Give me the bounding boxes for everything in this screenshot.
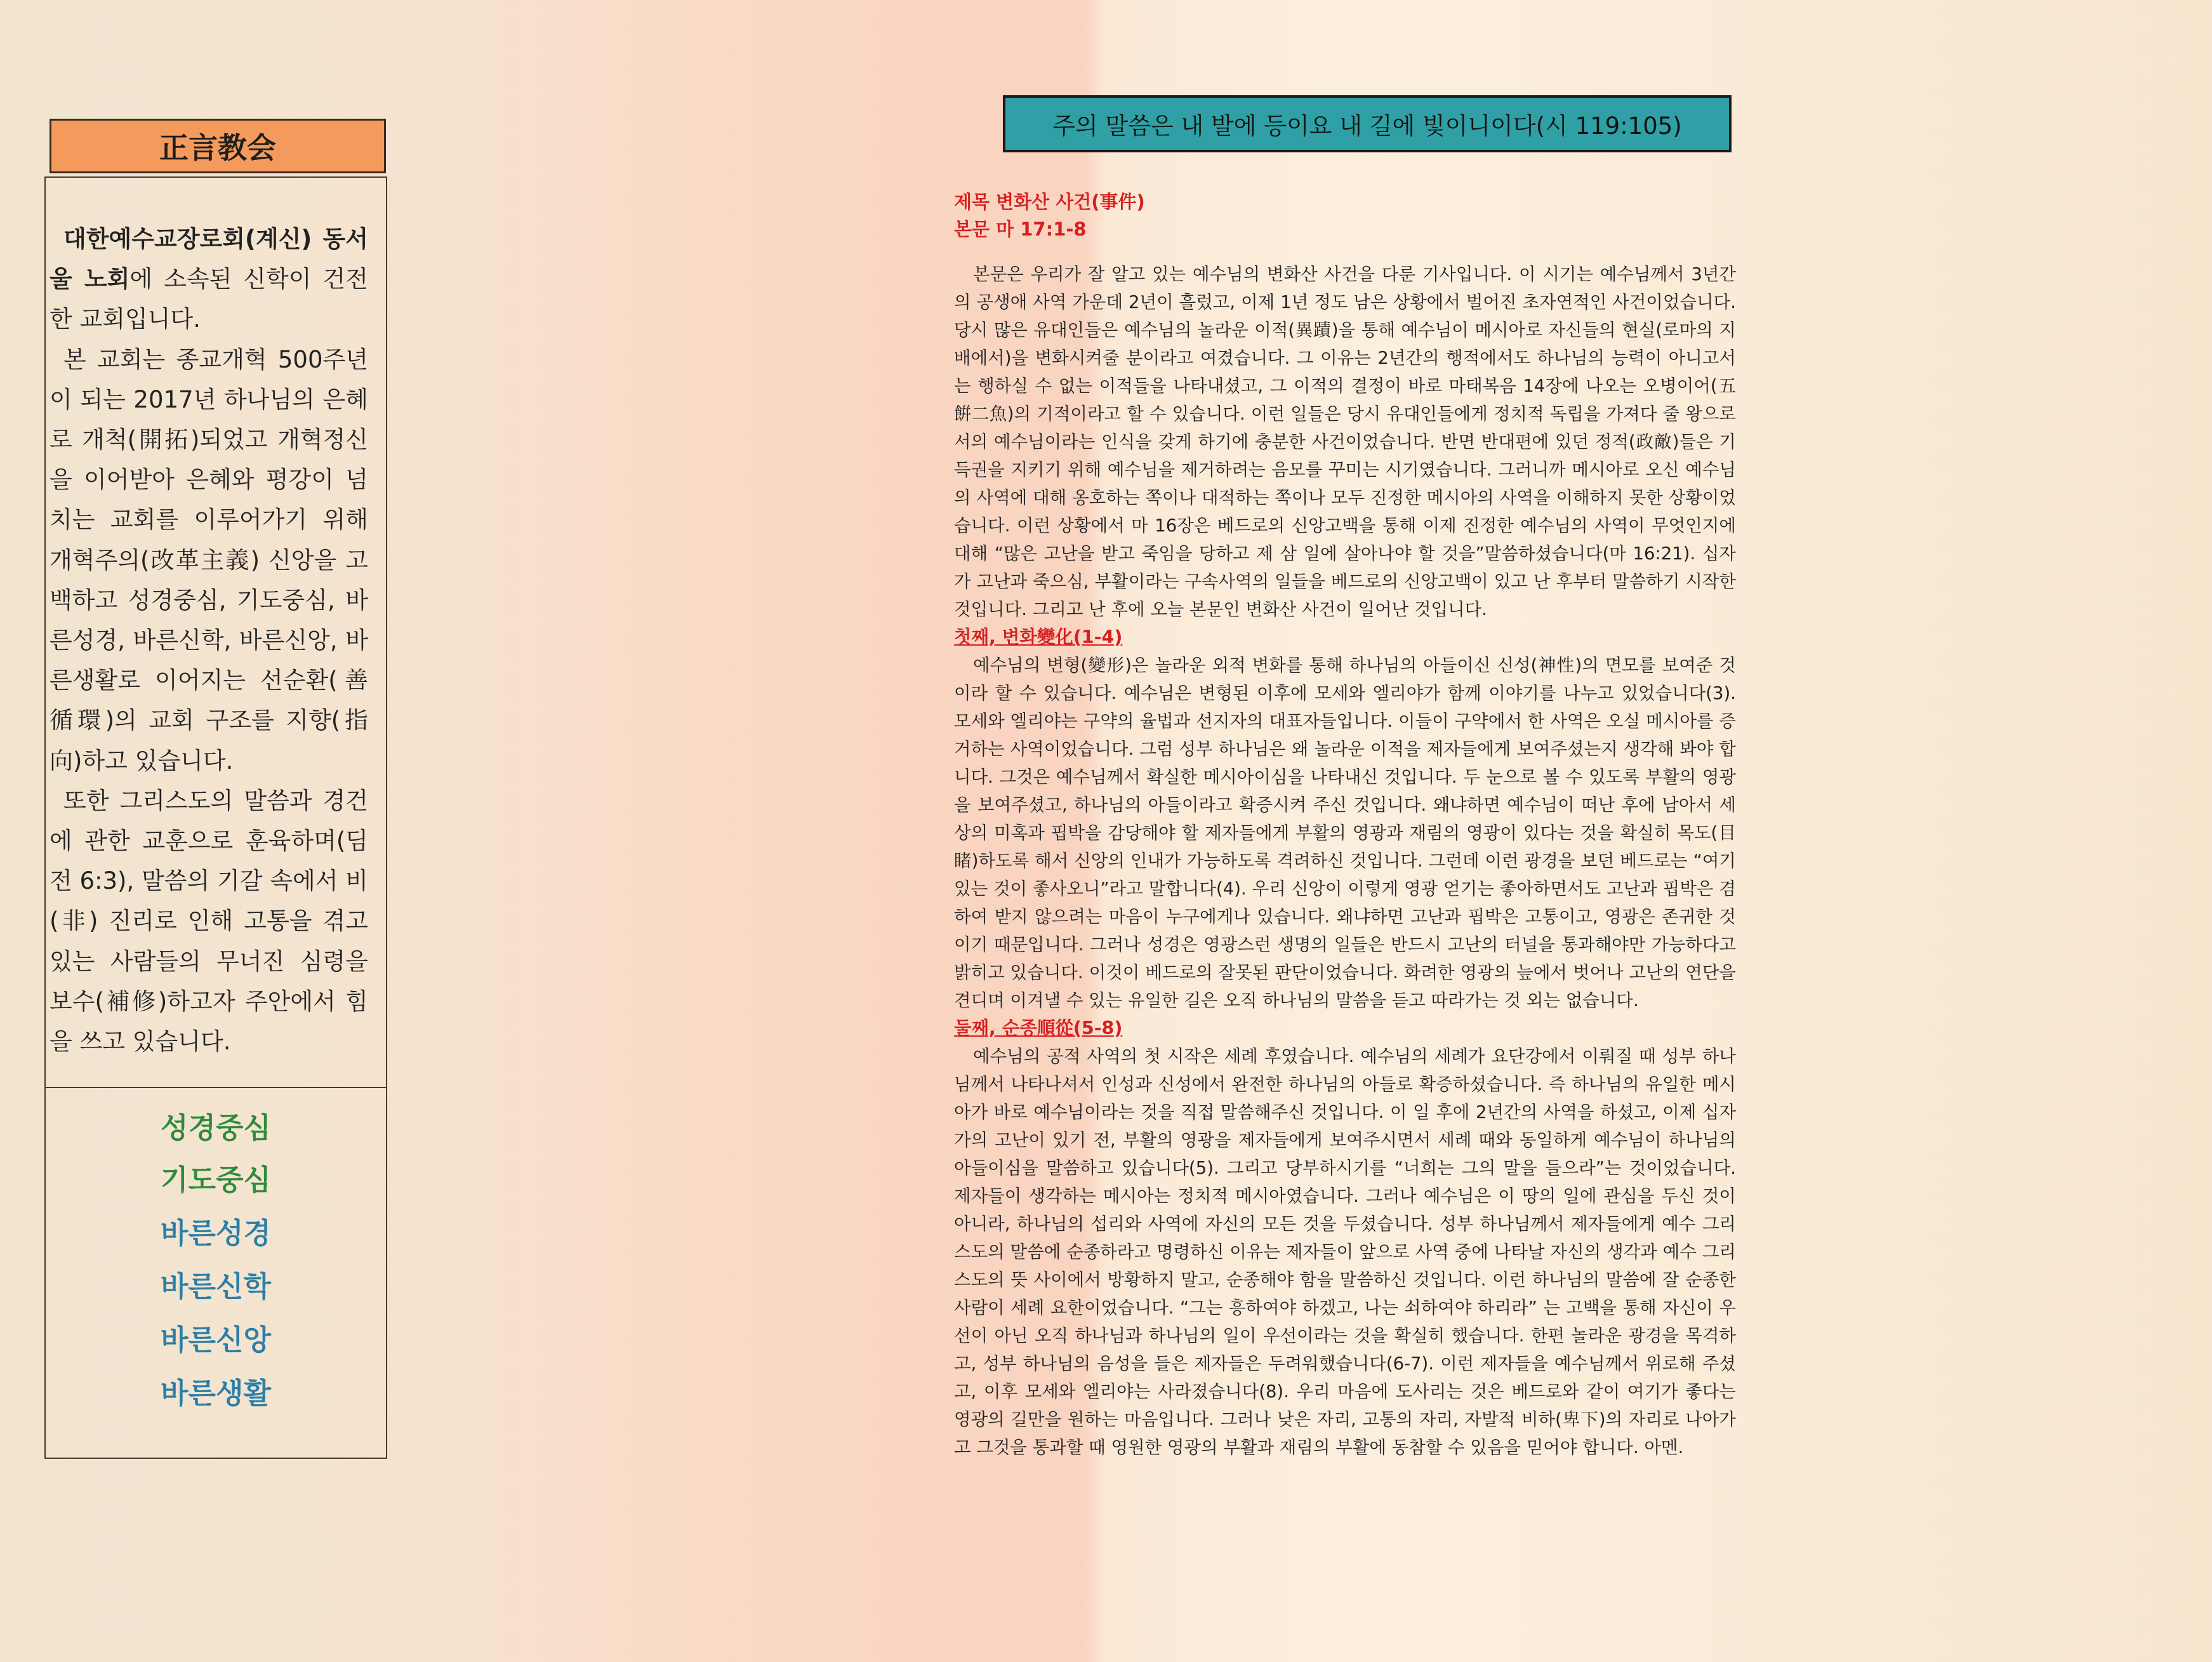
verse-banner: 주의 말씀은 내 발에 등이요 내 길에 빛이니이다(시 119:105) [1003,95,1732,152]
sermon-scripture: 본문 마 17:1-8 [954,218,1087,240]
church-introduction [50,219,368,1061]
church-name-hanja-box: 正言教会 [50,119,386,173]
sermon-intro-paragraph: 본문은 우리가 잘 알고 있는 예수님의 변화산 사건을 다룬 기사입니다. 이 시기는 예수님께서 3년간의 공생애 사역 가운데 2년이 흘렀고, 이제 1년 정도 남은 상황에서 벌어진 초자연적인 사건이었습니다. 당시 많은 유대인들은 예수님의 놀라운 이적(異蹟)을 통해 예수님이 메시아로 자신들의 현실(로마의 지배에서)을 변화시켜줄 분이라고 여겼습니다. 그 이유는 2년간의 행적에서도 하나님의 능력이 아니고서는 행하실 수 없는 이적들을 나타내셨고, 그 이적의 결정이 바로 마태복음 14장에 나오는 오병이어(五餠二魚)의 기적이라고 할 수 있습니다. 이런 일들은 당시 유대인들에게 정치적 독립을 가져다 줄 왕으로서의 예수님이라는 인식을 갖게 하기에 충분한 사건이었습니다. 반면 반대편에 있던 정적(政敵)들은 기득권을 지키기 위해 예수님을 제거하려는 음모를 꾸미는 시기였습니다. 그러니까 메시아로 오신 예수님의 사역에 대해 옹호하는 쪽이나 대적하는 쪽이나 모두 진정한 메시아의 사역을 이해하지 못한 상황이었습니다. 이런 상황에서 마 16장은 베드로의 신앙고백을 통해 이제 진정한 예수님의 사역이 무엇인지에 대해 “많은 고난을 받고 죽임을 당하고 제 삼 일에 살아나야 할 것을”말씀하셨습니다(마 16:21). 십자가 고난과 죽으심, 부활이라는 구속사역의 일들을 베드로의 신앙고백이 있고 난 후부터 말씀하기 시작한 것입니다. 그리고 난 후에 오늘 본문인 변화산 사건이 일어난 것입니다. [954,264,1736,620]
left-panel [0,0,444,1564]
intro-presbytery: 대한예수교장로회(계신) 동서울 노회 [50,225,368,293]
section1-heading: 첫째, 변화變化(1-4) [954,627,1123,648]
motto-right-bible: 바른성경 [161,1216,271,1250]
motto-bible-centered: 성경중심 [161,1111,271,1145]
intro-p1-rest: 에 소속된 신학이 건전한 교회입니다. [50,265,368,333]
intro-paragraph-2: 본 교회는 종교개혁 500주년이 되는 2017년 하나님의 은혜로 개척(開拓)되었고 개혁정신을 이어받아 은혜와 평강이 넘치는 교회를 이루어가기 위해 개혁주의(改革主義) 신앙을 고백하고 성경중심, 기도중심, 바른성경, 바른신학, 바른신앙, 바른생활로 이어지는 선순환(善循環)의 교회 구조를 지향(指向)하고 있습니다. [50,345,368,774]
sermon-panel [457,0,1736,1564]
motto-right-life: 바른생활 [161,1376,271,1410]
intro-paragraph-1 [50,219,368,340]
motto-prayer-centered: 기도중심 [161,1163,271,1197]
section2-heading: 둘째, 순종順從(5-8) [954,1018,1123,1039]
section2-paragraph: 예수님의 공적 사역의 첫 시작은 세례 후였습니다. 예수님의 세례가 요단강에서 이뤄질 때 성부 하나님께서 나타나셔서 인성과 신성에서 완전한 하나님의 아들로 확증하셨습니다. 즉 하나님의 유일한 메시아가 바로 예수님이라는 것을 직접 말씀해주신 것입니다. 이 일 후에 2년간의 사역을 하셨고, 이제 십자가의 고난이 있기 전, 부활의 영광을 제자들에게 보여주시면서 세례 때와 동일하게 예수님이 하나님의 아들이심을 말씀하고 있습니다(5). 그리고 당부하시기를 “너희는 그의 말을 들으라”는 것이었습니다. 제자들이 생각하는 메시아는 정치적 메시아였습니다. 그러나 예수님은 이 땅의 일에 관심을 두신 것이 아니라, 하나님의 섭리와 사역에 자신의 모든 것을 두셨습니다. 성부 하나님께서 제자들에게 예수 그리스도의 말씀에 순종하라고 명령하신 이유는 제자들이 앞으로 사역 중에 나타날 자신의 생각과 예수 그리스도의 뜻 사이에서 방황하지 말고, 순종해야 함을 말씀하신 것입니다. 이런 하나님의 말씀에 잘 순종한 사람이 세례 요한이었습니다. “그는 흥하여야 하겠고, 나는 쇠하여야 하리라” 는 고백을 통해 자신이 우선이 아닌 오직 하나님과 하나님의 일이 우선이라는 것을 확실히 했습니다. 한편 놀라운 광경을 목격하고, 성부 하나님의 음성을 들은 제자들은 두려워했습니다(6-7). 이런 제자들을 예수님께서 위로해 주셨고, 이후 모세와 엘리야는 사라졌습니다(8). 우리 마음에 도사리는 것은 베드로와 같이 여기가 좋다는 영광의 길만을 원하는 마음입니다. 그러나 낮은 자리, 고통의 자리, 자발적 비하(卑下)의 자리로 나아가고 그것을 통과할 때 영원한 영광의 부활과 재림의 부활에 동참할 수 있음을 믿어야 합니다. 아멘. [954,1046,1736,1458]
sermon-title: 제목 변화산 사건(事件) [954,191,1145,213]
cover-panel [1384,0,2212,1564]
intro-paragraph-3: 또한 그리스도의 말씀과 경건에 관한 교훈으로 훈육하며(딤전 6:3), 말씀의 기갈 속에서 비(非) 진리로 인해 고통을 겪고 있는 사람들의 무너진 심령을 보수(補修)하고자 주안에서 힘을 쓰고 있습니다. [50,787,368,1056]
motto-right-faith: 바른신앙 [161,1323,271,1357]
section1-paragraph: 예수님의 변형(變形)은 놀라운 외적 변화를 통해 하나님의 아들이신 신성(神性)의 면모를 보여준 것이라 할 수 있습니다. 예수님은 변형된 이후에 모세와 엘리야가 함께 이야기를 나누고 있었습니다(3). 모세와 엘리야는 구약의 율법과 선지자의 대표자들입니다. 이들이 구약에서 한 사역은 오실 메시아를 증거하는 사역이었습니다. 그럼 성부 하나님은 왜 놀라운 이적을 제자들에게 보여주셨는지 생각해 봐야 합니다. 그것은 예수님께서 확실한 메시아이심을 나타내신 것입니다. 두 눈으로 볼 수 있도록 부활의 영광을 보여주셨고, 하나님의 아들이라고 확증시켜 주신 것입니다. 왜냐하면 예수님이 떠난 후에 남아서 세상의 미혹과 핍박을 감당해야 할 제자들에게 부활의 영광과 재림의 영광이 있다는 것을 확실히 목도(目睹)하도록 해서 신앙의 인내가 가능하도록 격려하신 것입니다. 그런데 이런 광경을 보던 베드로는 “여기 있는 것이 좋사오니”라고 말합니다(4). 우리 신앙이 이렇게 영광 얻기는 좋아하면서도 고난과 핍박은 겸하여 받지 않으려는 마음이 누구에게나 있습니다. 왜냐하면 고난과 핍박은 고통이고, 영광은 존귀한 것이기 때문입니다. 그러나 성경은 영광스런 생명의 일들은 반드시 고난의 터널을 통과해야만 가능하다고 밝히고 있습니다. 이것이 베드로의 잘못된 판단이었습니다. 화려한 영광의 늪에서 벗어나 고난의 연단을 견디며 이겨낼 수 있는 유일한 길은 오직 하나님의 말씀을 듣고 따라가는 것 외는 없습니다. [954,655,1736,1011]
motto-right-theology: 바른신학 [161,1270,271,1303]
intro-divider [44,1087,387,1088]
